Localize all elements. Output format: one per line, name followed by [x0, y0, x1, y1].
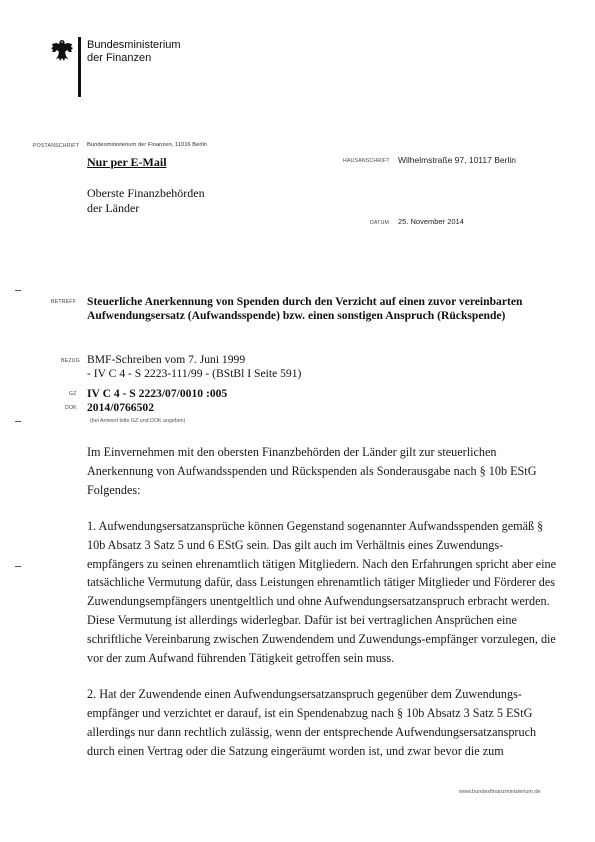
reference-note: (bei Antwort bitte GZ und DOK angeben): [90, 418, 186, 424]
delivery-mode: Nur per E-Mail: [87, 155, 167, 169]
footer-url: www.bundesfinanzministerium.de: [459, 789, 541, 795]
betreff-text: Steuerliche Anerkennung von Spenden durch den Verzicht auf einen zuvor vereinbarten Aufwendungsersatz (Aufwandsspende) bzw. einen sonstigen Anspruch (Rückspende): [87, 295, 523, 322]
fold-mark-bottom: [15, 566, 21, 567]
hausanschrift-street: Wilhelmstraße 97, 10117: [398, 155, 492, 165]
paragraph-1: 1. Aufwendungsersatzansprüche können Gegenstand sogenannter Aufwandsspenden gemäß § 10b Absatz 3 Satz 5 und 6 EStG sein. Das gilt auch im Verhältnis eines Zuwendungs-empfängers zu seinen ehrenamtlich tätigen Mitgliedern. Nach den Erfahrungen spricht aber eine tatsächliche Vermutung dafür, dass Leistungen ehrenamtlich tätiger Mitglieder und Förderer des Zuwendungsempfängers unentgeltlich und ohne Aufwendungsersatzanspruch erbracht werden. Diese Vermutung ist allerdings widerlegbar. Dafür ist bei vertraglichen Ansprüchen eine schriftliche Vereinbarung zwischen Zuwendendem und Zuwendungs-empfänger vorzulegen, die vor der zum Aufwand führenden Tätigkeit getroffen sein muss.: [87, 518, 557, 666]
logo-bar: [78, 37, 81, 97]
hausanschrift-label: HAUSANSCHRIFT: [343, 158, 390, 164]
ministry-name: [87, 39, 181, 64]
dok-value: 2014/0766502: [87, 401, 154, 414]
ministry-line1: Bundesministerium: [87, 39, 181, 51]
gz-label: GZ: [69, 391, 77, 397]
letter-body: [87, 443, 557, 778]
fold-mark-middle: [15, 421, 21, 422]
datum-value: 25. November 2014: [398, 217, 464, 226]
gz-value: IV C 4 - S 2223/07/0010 :005: [87, 387, 228, 400]
betreff-label: BETREFF: [51, 299, 77, 305]
postanschrift-value: Bundesministerium der Finanzen, 11016 Berlin: [87, 142, 208, 148]
hausanschrift-city: Berlin: [494, 155, 516, 165]
paragraph-2: 2. Hat der Zuwendende einen Aufwendungsersatzanspruch gegenüber dem Zuwendungs-empfänger und verzichtet er darauf, ist ein Spendenabzug nach § 10b Absatz 3 Satz 5 EStG allerdings nur dann rechtlich zulässig, wenn der entsprechende Aufwendungsersatzanspruch durch einen Vertrag oder die Satzung eingeräumt worden ist, und zwar bevor die zum: [87, 686, 537, 758]
ministry-line2: der Finanzen: [87, 51, 152, 64]
datum-label: DATUM: [370, 220, 390, 226]
fold-mark-top: [15, 290, 21, 291]
dok-label: DOK: [65, 405, 77, 411]
postanschrift-label: POSTANSCHRIFT: [33, 143, 80, 149]
hausanschrift-value: [398, 155, 516, 165]
bezug-line1: BMF-Schreiben vom 7. Juni 1999: [87, 353, 246, 366]
recipient-line2: der Länder: [87, 200, 140, 215]
federal-eagle-logo: [50, 38, 74, 64]
bezug-label: BEZUG: [61, 358, 80, 364]
bezug-line2: - IV C 4 - S 2223-111/99 - (BStBl I Seite 591): [87, 367, 302, 380]
intro-paragraph: Im Einvernehmen mit den obersten Finanzbehörden der Länder gilt zur steuerlichen Anerkennung von Aufwandsspenden und Rückspenden als Sonderausgabe nach § 10b EStG Folgendes:: [87, 445, 537, 497]
bezug-block: [87, 353, 301, 381]
recipient-block: [87, 186, 205, 215]
recipient-line1: Oberste Finanzbehörden: [87, 186, 205, 200]
